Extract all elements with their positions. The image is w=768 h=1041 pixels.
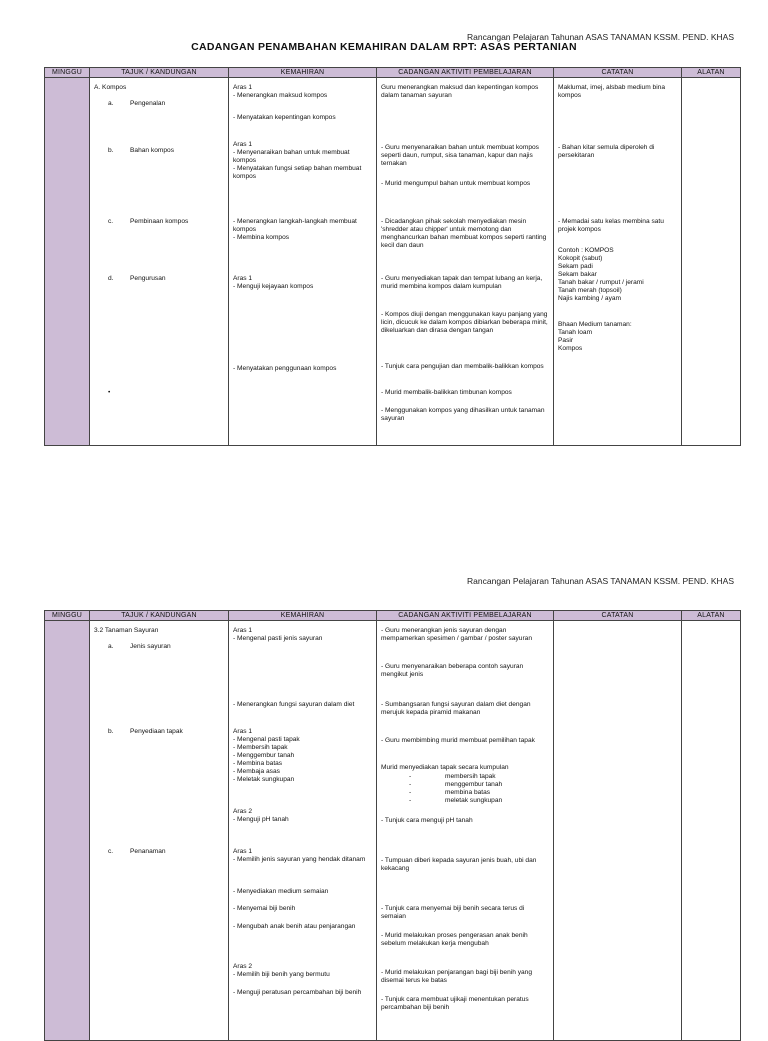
cell-text: - Tunjuk cara menguji pH tanah <box>381 817 473 824</box>
aktiviti-cell <box>377 621 554 1041</box>
cell-text: - Menyatakan kepentingan kompos <box>233 114 336 121</box>
cell-text: - Kompos diuji dengan menggunakan kayu panjang yang licin, dicucuk ke dalam kompos dibiarkan beberapa minit, dikeluarkan dan dirasa dengan tangan <box>381 311 548 334</box>
col-header-tajuk: TAJUK / KANDUNGAN <box>90 611 229 621</box>
bullet-dash: - <box>409 773 412 780</box>
bullet-dash: - <box>409 781 412 788</box>
list-marker: c. <box>108 848 114 855</box>
catatan-cell <box>554 78 682 446</box>
col-header-catatan: CATATAN <box>554 611 682 621</box>
minggu-cell <box>45 78 90 446</box>
cell-text: Aras 1 - Memilih jenis sayuran yang hendak ditanam <box>233 848 366 863</box>
list-marker: b. <box>108 728 114 735</box>
cell-text: Aras 2 - Memilih biji benih yang bermutu <box>233 963 330 978</box>
cell-text: - Menyediakan medium semaian <box>233 888 329 895</box>
cell-text: - Dicadangkan pihak sekolah menyediakan mesin 'shredder atau chipper' untuk memotong dan menghancurkan bahan membuat kompos seperti ranting kecil dan daun <box>381 218 547 249</box>
topic-label: Pengurusan <box>130 275 166 282</box>
bullet-text: membersih tapak <box>445 773 496 780</box>
cell-text: - Menyemai biji benih <box>233 905 296 912</box>
topic-item <box>108 218 224 226</box>
cell-text: Aras 2 - Menguji pH tanah <box>233 808 289 823</box>
cell-text: Murid menyediakan tapak secara kumpulan <box>381 764 509 771</box>
cell-text: - Guru menerangkan jenis sayuran dengan mempamerkan spesimen / gambar / poster sayuran <box>381 627 532 642</box>
cell-text: - Memadai satu kelas membina satu projek kompos <box>558 218 664 233</box>
cell-text: - Murid membalik-balikkan timbunan kompos <box>381 389 512 396</box>
topic-label: Pengenalan <box>130 100 166 107</box>
alatan-cell <box>682 78 741 446</box>
cell-text: Aras 1 - Mengenal pasti tapak - Membersih tapak - Menggembur tanah - Membina batas - Membaja asas - Meletak sungkupan <box>233 728 300 783</box>
col-header-minggu: MINGGU <box>45 68 90 78</box>
topic-item <box>108 728 224 736</box>
document-title: CADANGAN PENAMBAHAN KEMAHIRAN DALAM RPT: ASAS PERTANIAN <box>191 41 577 53</box>
cell-text: - Menggunakan kompos yang dihasilkan untuk tanaman sayuran <box>381 407 545 422</box>
cell-text: - Guru menyenaraikan beberapa contoh sayuran mengikut jenis <box>381 663 524 678</box>
kemahiran-cell <box>229 78 377 446</box>
table-row <box>45 78 741 446</box>
tajuk-cell <box>90 621 229 1041</box>
bullet-dash: - <box>409 797 412 804</box>
cell-text: - Sumbangsaran fungsi sayuran dalam diet dengan merujuk kepada piramid makanan <box>381 701 531 716</box>
table-1 <box>44 67 741 446</box>
table-row <box>45 621 741 1041</box>
cell-text: Guru menerangkan maksud dan kepentingan kompos dalam tanaman sayuran <box>381 84 539 99</box>
col-header-aktiviti: CADANGAN AKTIVITI PEMBELAJARAN <box>377 611 554 621</box>
topic-item <box>108 100 224 108</box>
cell-text: - Murid melakukan penjarangan bagi biji benih yang disemai terus ke batas <box>381 969 533 984</box>
topic-item <box>108 848 224 856</box>
cell-text: - Guru menyenaraikan bahan untuk membuat kompos seperti daun, rumput, sisa tanaman, kapur dan najis ternakan <box>381 144 539 167</box>
cell-text: Contoh : KOMPOS Kokopit (sabut) Sekam padi Sekam bakar Tanah bakar / rumput / jerami Tanah merah (topsoil) Najis kambing / ayam <box>558 247 644 302</box>
col-header-alatan: ALATAN <box>682 611 741 621</box>
cell-text: - Guru membimbing murid membuat pemilihan tapak <box>381 737 535 744</box>
cell-text: - Menerangkan langkah-langkah membuat kompos - Membina kompos <box>233 218 357 241</box>
topic-item: A. Kompos <box>94 84 127 91</box>
col-header-aktiviti: CADANGAN AKTIVITI PEMBELAJARAN <box>377 68 554 78</box>
col-header-alatan: ALATAN <box>682 68 741 78</box>
topic-label: Bahan kompos <box>130 147 174 154</box>
cell-text: - Menguji peratusan percambahan biji benih <box>233 989 362 996</box>
cell-text: Bhaan Medium tanaman: Tanah loam Pasir Kompos <box>558 321 632 352</box>
bullet-text: menggembur tanah <box>445 781 503 788</box>
cell-text: - Menerangkan fungsi sayuran dalam diet <box>233 701 355 708</box>
minggu-cell <box>45 621 90 1041</box>
page1-running-header: Rancangan Pelajaran Tahunan ASAS TANAMAN KSSM. PEND. KHAS <box>467 32 734 42</box>
cell-text: - Mengubah anak benih atau penjarangan <box>233 923 356 930</box>
col-header-minggu: MINGGU <box>45 611 90 621</box>
topic-item: 3.2 Tanaman Sayuran <box>94 627 159 634</box>
cell-text: Maklumat, imej, alsbab medium bina kompos <box>558 84 666 99</box>
col-header-tajuk: TAJUK / KANDUNGAN <box>90 68 229 78</box>
cell-text: - Guru menyediakan tapak dan tempat lubang an kerja, murid membina kompos dalam kumpulan <box>381 275 543 290</box>
topic-label: Jenis sayuran <box>130 643 171 650</box>
col-header-catatan: CATATAN <box>554 68 682 78</box>
list-marker: d. <box>108 275 114 282</box>
table-2-header-row <box>45 611 741 621</box>
bullet-text: membina batas <box>445 789 491 796</box>
bullet-text: meletak sungkupan <box>445 797 503 804</box>
alatan-cell <box>682 621 741 1041</box>
list-marker: b. <box>108 147 114 154</box>
cell-text: - Tunjuk cara membuat ujikaji menentukan peratus percambahan biji benih <box>381 996 529 1011</box>
topic-item <box>108 147 224 155</box>
cell-text: - Murid melakukan proses pengerasan anak benih sebelum melakukan kerja mengubah <box>381 932 528 947</box>
kemahiran-cell <box>229 621 377 1041</box>
topic-item <box>108 389 224 397</box>
list-marker: • <box>108 389 111 396</box>
page2-running-header: Rancangan Pelajaran Tahunan ASAS TANAMAN KSSM. PEND. KHAS <box>467 576 734 586</box>
topic-item <box>108 643 224 651</box>
list-marker: a. <box>108 100 114 107</box>
table-2 <box>44 610 741 1041</box>
tajuk-cell <box>90 78 229 446</box>
cell-text: Aras 1 - Menerangkan maksud kompos <box>233 84 328 99</box>
cell-text: Aras 1 - Mengenal pasti jenis sayuran <box>233 627 323 642</box>
topic-label: Penanaman <box>130 848 166 855</box>
col-header-kemahiran: KEMAHIRAN <box>229 611 377 621</box>
cell-text: Aras 1 - Menyenaraikan bahan untuk membuat kompos - Menyatakan fungsi setiap bahan membuat kompos <box>233 141 362 180</box>
topic-label: Pembinaan kompos <box>130 218 189 225</box>
cell-text: - Tumpuan diberi kepada sayuran jenis buah, ubi dan kekacang <box>381 857 537 872</box>
catatan-cell <box>554 621 682 1041</box>
aktiviti-cell <box>377 78 554 446</box>
cell-text: - Tunjuk cara menyemai biji benih secara terus di semaian <box>381 905 525 920</box>
table-1-header-row <box>45 68 741 78</box>
cell-text: - Bahan kitar semula diperoleh di persekitaran <box>558 144 655 159</box>
topic-label: Penyediaan tapak <box>130 728 183 735</box>
topic-item <box>108 275 224 283</box>
list-marker: a. <box>108 643 114 650</box>
col-header-kemahiran: KEMAHIRAN <box>229 68 377 78</box>
topic-label <box>120 389 130 396</box>
bullet-dash: - <box>409 789 412 796</box>
cell-text: - Murid mengumpul bahan untuk membuat kompos <box>381 180 531 187</box>
cell-text: Aras 1 - Menguji kejayaan kompos <box>233 275 314 290</box>
cell-text: - Menyatakan penggunaan kompos <box>233 365 337 372</box>
cell-text: - Tunjuk cara pengujian dan membalik-balikkan kompos <box>381 363 544 370</box>
list-marker: c. <box>108 218 114 225</box>
